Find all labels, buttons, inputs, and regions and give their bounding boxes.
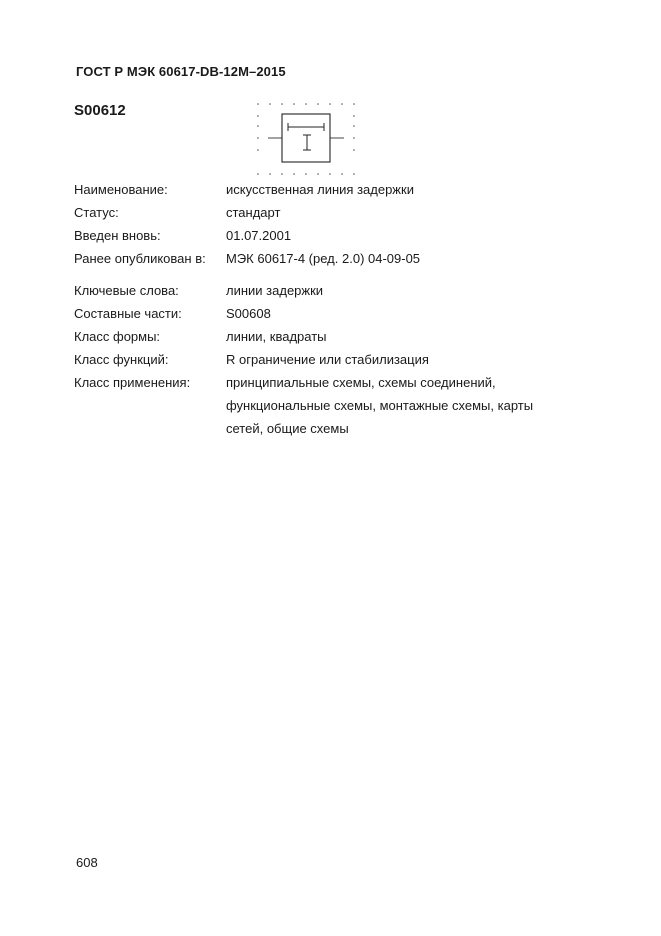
property-introduced-row — [74, 224, 594, 247]
property-published-row — [74, 247, 594, 270]
property-label: Ранее опубликован в: — [74, 251, 206, 266]
property-application-class-row — [74, 371, 594, 440]
property-function-class-row — [74, 348, 594, 371]
property-value-line: сетей, общие схемы — [226, 421, 349, 436]
property-value-multiline — [226, 371, 594, 440]
property-value: линии задержки — [226, 283, 324, 298]
property-value: 01.07.2001 — [226, 228, 292, 243]
property-keywords-row — [74, 279, 594, 302]
page-number: 608 — [76, 855, 98, 870]
property-label: Ключевые слова: — [74, 283, 179, 298]
property-status-row — [74, 201, 594, 224]
property-label: Класс формы: — [74, 329, 161, 344]
property-label: Класс функций: — [74, 352, 169, 367]
properties-table — [74, 178, 594, 440]
property-name-row — [74, 178, 594, 201]
property-label: Введен вновь: — [74, 228, 161, 243]
property-value-line: принципиальные схемы, схемы соединений, — [226, 375, 496, 390]
property-parts-row — [74, 302, 594, 325]
property-label: Составные части: — [74, 306, 182, 321]
property-value: стандарт — [226, 205, 281, 220]
property-value: линии, квадраты — [226, 329, 327, 344]
property-value: S00608 — [226, 306, 271, 321]
property-value: искусственная линия задержки — [226, 182, 414, 197]
delay-line-symbol-icon — [250, 98, 360, 180]
property-value-line: функциональные схемы, монтажные схемы, карты — [226, 398, 534, 413]
property-value: R ограничение или стабилизация — [226, 352, 429, 367]
symbol-square — [282, 114, 330, 162]
property-value: МЭК 60617-4 (ред. 2.0) 04-09-05 — [226, 251, 421, 266]
property-label: Статус: — [74, 205, 119, 220]
document-header: ГОСТ Р МЭК 60617-DB-12M–2015 — [76, 64, 286, 79]
symbol-code: S00612 — [74, 102, 126, 119]
property-label: Наименование: — [74, 182, 168, 197]
property-shape-class-row — [74, 325, 594, 348]
property-label: Класс применения: — [74, 375, 191, 390]
